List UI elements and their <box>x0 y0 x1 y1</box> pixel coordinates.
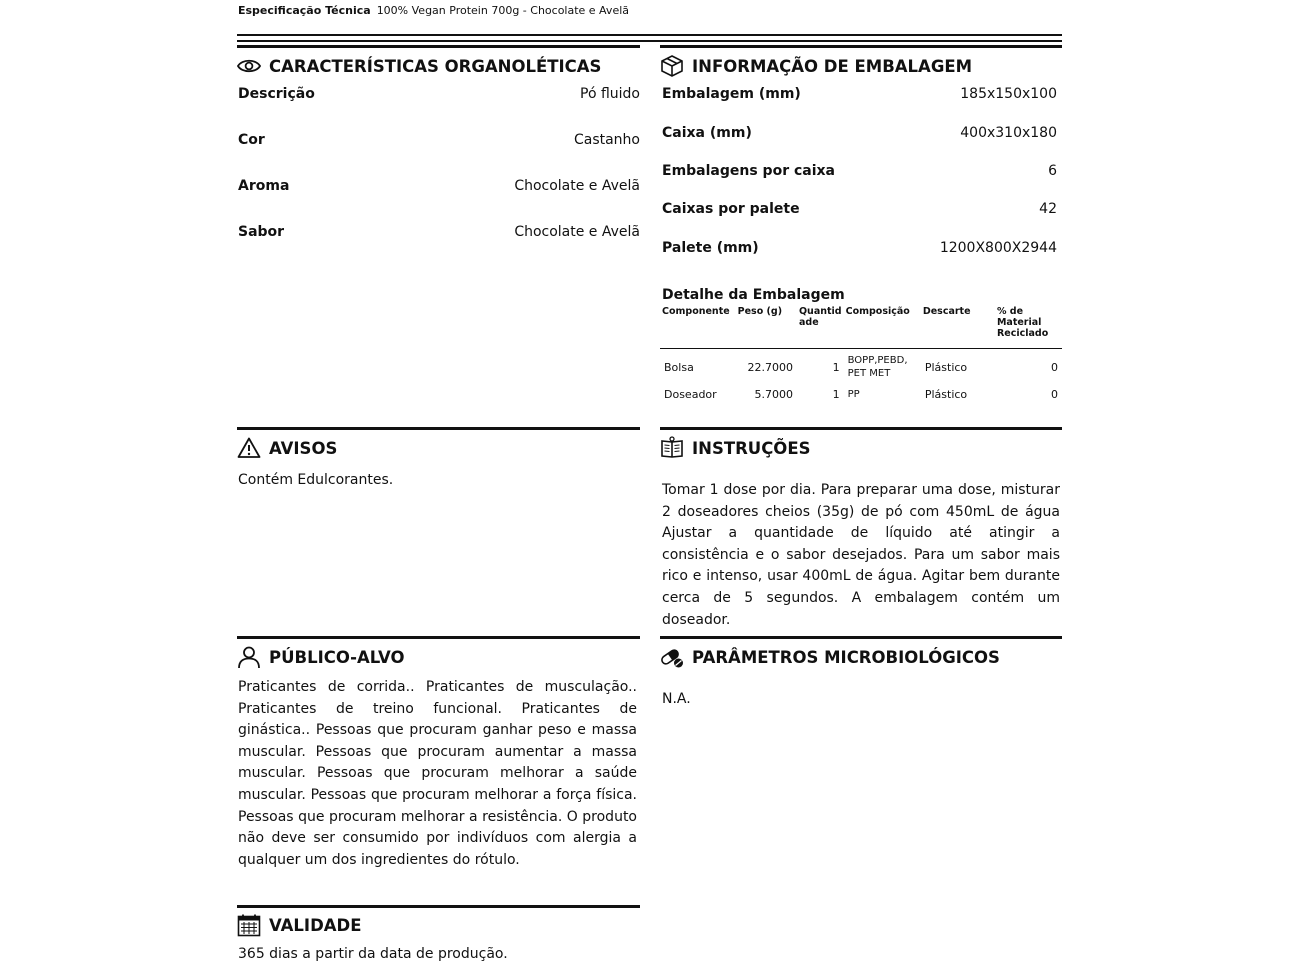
header-double-rule <box>237 34 1062 42</box>
row-label: Sabor <box>238 224 285 240</box>
row-label: Embalagens por caixa <box>662 163 835 179</box>
instructions-heading <box>660 436 810 460</box>
cell-component: Bolsa <box>664 360 694 374</box>
organoleptic-row <box>238 86 640 102</box>
cell-qty: 1 <box>832 387 840 401</box>
row-label: Embalagem (mm) <box>662 86 801 102</box>
packaging-detail-table <box>660 306 1062 405</box>
col-header: Composição <box>844 306 921 349</box>
row-value: 400x310x180 <box>960 125 1057 141</box>
col-header: Componente <box>660 306 736 349</box>
packaging-row <box>662 125 1057 141</box>
organoleptic-row <box>238 178 640 194</box>
cell-recycled: 0 <box>1051 387 1058 401</box>
packaging-title: INFORMAÇÃO DE EMBALAGEM <box>692 56 973 76</box>
table-row <box>660 349 1062 384</box>
cell-component: Doseador <box>664 387 717 401</box>
warnings-title: AVISOS <box>269 438 338 458</box>
row-value: 1200X800X2944 <box>939 240 1057 256</box>
audience-title: PÚBLICO-ALVO <box>269 647 405 667</box>
cell-composition: BOPP,PEBD, PET MET <box>847 355 908 379</box>
cell-disposal: Plástico <box>924 387 968 401</box>
calendar-icon <box>237 913 261 937</box>
micro-rule <box>660 636 1062 639</box>
row-value: Chocolate e Avelã <box>514 224 640 240</box>
cell-weight: 22.7000 <box>747 360 793 374</box>
row-value: 42 <box>1039 201 1057 217</box>
eye-icon <box>237 54 261 78</box>
warnings-heading <box>237 436 337 460</box>
row-value: 6 <box>1048 163 1057 179</box>
packaging-detail-title: Detalhe da Embalagem <box>662 287 845 303</box>
packaging-row <box>662 86 1057 102</box>
col-header: Quantid ade <box>797 306 844 349</box>
row-label: Palete (mm) <box>662 240 759 256</box>
header-label: Especificação Técnica <box>238 4 371 17</box>
row-label: Descrição <box>238 86 315 102</box>
instructions-title: INSTRUÇÕES <box>692 438 811 458</box>
packaging-rule <box>660 45 1062 48</box>
packaging-heading <box>660 54 972 78</box>
col-header: Peso (g) <box>736 306 797 349</box>
organoleptic-row <box>238 132 640 148</box>
packaging-row <box>662 201 1057 217</box>
row-label: Cor <box>238 132 265 148</box>
cell-disposal: Plástico <box>924 360 968 374</box>
audience-heading <box>237 645 405 669</box>
row-value: Castanho <box>573 132 640 148</box>
table-row <box>660 383 1062 405</box>
validity-title: VALIDADE <box>269 915 362 935</box>
person-icon <box>237 645 261 669</box>
row-label: Caixas por palete <box>662 201 800 217</box>
organoleptic-row <box>238 224 640 240</box>
col-header: Descarte <box>921 306 995 349</box>
warning-triangle-icon <box>237 436 261 460</box>
organoleptic-rule <box>237 45 640 48</box>
packaging-row <box>662 163 1057 179</box>
row-label: Aroma <box>238 178 290 194</box>
package-box-icon <box>660 54 684 78</box>
warnings-text: Contém Edulcorantes. <box>238 472 394 488</box>
warnings-rule <box>237 427 640 430</box>
row-value: Chocolate e Avelã <box>514 178 640 194</box>
validity-text: 365 dias a partir da data de produção. <box>238 946 508 962</box>
audience-rule <box>237 636 640 639</box>
micro-title: PARÂMETROS MICROBIOLÓGICOS <box>692 647 1000 667</box>
organoleptic-heading <box>237 54 601 78</box>
col-header: % de Material Reciclado <box>995 306 1062 349</box>
audience-text: Praticantes de corrida.. Praticantes de musculação.. Praticantes de treino funcional. Praticantes de ginástica.. Pessoas que procuram ganhar peso e massa muscular. Pessoas que procuram aumentar a massa muscular. Pessoas que procuram melhorar a saúde muscular. Pessoas que procuram melhorar a força física. Pessoas que procuram melhorar a resistência. O produto não deve ser consumido por indivíduos com alergia a qualquer um dos ingredientes do rótulo. <box>238 679 637 868</box>
header-product: 100% Vegan Protein 700g - Chocolate e Avelã <box>376 4 630 17</box>
micro-text: N.A. <box>662 691 691 707</box>
instructions-rule <box>660 427 1062 430</box>
row-value: 185x150x100 <box>960 86 1057 102</box>
open-book-icon <box>660 436 684 460</box>
instructions-text: Tomar 1 dose por dia. Para preparar uma dose, misturar 2 doseadores cheios (35g) de pó com 450mL de água Ajustar a quantidade de líquido até atingir a consistência e o sabor desejados. Para um sabor mais rico e intenso, usar 400mL de água. Agitar bem durante cerca de 5 segundos. A embalagem contém um doseador. <box>662 482 1060 628</box>
cell-weight: 5.7000 <box>754 387 793 401</box>
packaging-row <box>662 240 1057 256</box>
validity-rule <box>237 905 640 908</box>
table-header-row <box>660 306 1062 349</box>
row-value: Pó fluido <box>580 86 640 102</box>
cell-recycled: 0 <box>1051 360 1058 374</box>
micro-heading <box>660 645 1000 669</box>
cell-composition: PP <box>847 388 860 400</box>
validity-heading <box>237 913 362 937</box>
capsule-pill-icon <box>660 645 684 669</box>
packaging-detail-table-wrap <box>660 306 1062 405</box>
row-label: Caixa (mm) <box>662 125 752 141</box>
organoleptic-title: CARACTERÍSTICAS ORGANOLÉTICAS <box>269 56 602 76</box>
cell-qty: 1 <box>832 360 840 374</box>
document-header <box>238 4 629 17</box>
